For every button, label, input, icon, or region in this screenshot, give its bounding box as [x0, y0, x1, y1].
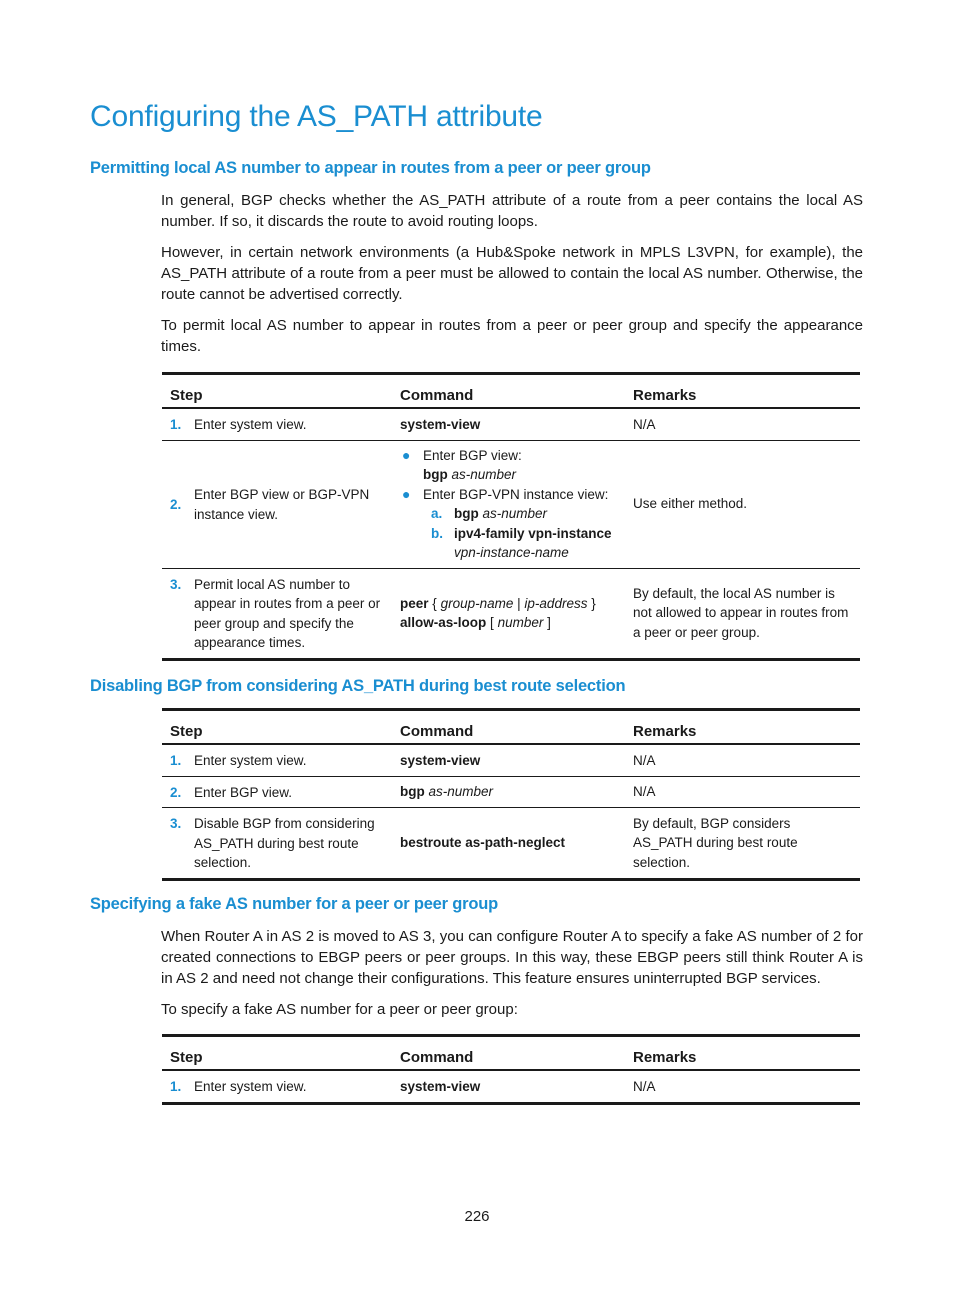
- command-keyword: bgp: [423, 467, 448, 482]
- step-number: 2.: [162, 776, 186, 808]
- step-number: 2.: [162, 440, 186, 568]
- command-options: [392, 440, 625, 568]
- command-argument: vpn-instance-name: [454, 545, 569, 560]
- column-header-step: Step: [162, 710, 392, 745]
- remarks: By default, BGP considers AS_PATH during best route selection.: [625, 808, 860, 880]
- column-header-step: Step: [162, 374, 392, 409]
- command-keyword: peer: [400, 595, 429, 611]
- paragraph: To specify a fake AS number for a peer or peer group:: [161, 1001, 518, 1018]
- table-header-row: [162, 710, 860, 745]
- option-bgp-view: [400, 446, 617, 485]
- step-description: Permit local AS number to appear in routes from a peer or peer group and specify the appearance times.: [186, 568, 392, 659]
- column-header-command: Command: [392, 710, 625, 745]
- section-heading-permit-local-as: Permitting local AS number to appear in routes from a peer or peer group: [90, 159, 651, 177]
- remarks: N/A: [625, 776, 860, 808]
- table-row: [162, 1070, 860, 1103]
- page-number: 226: [464, 1208, 490, 1225]
- section-heading-disable-as-path: Disabling BGP from considering AS_PATH during best route selection: [90, 677, 626, 695]
- paragraph: When Router A in AS 2 is moved to AS 3, you can configure Router A to specify a fake AS number of 2 for created connections to EBGP peers or peer groups. In this way, these EBGP peers still think Router A is in AS 2 and need not change their configurations. This feature ensures uninterrupted BGP services.: [161, 928, 863, 987]
- remarks: By default, the local AS number is not allowed to appear in routes from a peer or peer group.: [625, 568, 860, 659]
- paragraph: To permit local AS number to appear in routes from a peer or peer group and specify the appearance times.: [161, 317, 863, 355]
- command-argument: as-number: [428, 784, 494, 799]
- remarks: N/A: [625, 1070, 860, 1103]
- syntax-symbol: }: [591, 595, 596, 611]
- sub-step-letter: b.: [431, 525, 443, 541]
- command: system-view: [392, 408, 625, 440]
- syntax-symbol: |: [517, 595, 521, 611]
- command-argument: as-number: [451, 467, 517, 482]
- command: system-view: [392, 744, 625, 776]
- column-header-command: Command: [392, 374, 625, 409]
- syntax-symbol: ]: [547, 615, 551, 630]
- step-number: 1.: [162, 1070, 186, 1103]
- section-heading-fake-as: Specifying a fake AS number for a peer or peer group: [90, 895, 499, 913]
- column-header-command: Command: [392, 1036, 625, 1071]
- paragraph: However, in certain network environments (a Hub&Spoke network in MPLS L3VPN, for example), the AS_PATH attribute of a route from a peer must be allowed to contain the local AS number. Otherwise, the route cannot be advertised correctly.: [161, 244, 863, 303]
- bullet-icon: ●: [402, 446, 411, 463]
- option-bgp-vpn-view: [400, 485, 617, 563]
- page-title: Configuring the AS_PATH attribute: [90, 100, 543, 133]
- command-keyword: ipv4-family vpn-instance: [454, 525, 612, 541]
- command: [392, 776, 625, 808]
- command: [392, 568, 625, 659]
- step-number: 1.: [162, 408, 186, 440]
- command-keyword: bgp: [454, 506, 479, 521]
- step-description: Enter system view.: [186, 1070, 392, 1103]
- remarks: N/A: [625, 408, 860, 440]
- column-header-remarks: Remarks: [625, 374, 860, 409]
- step-description: Enter system view.: [186, 408, 392, 440]
- command: bestroute as-path-neglect: [392, 808, 625, 880]
- table-row: [162, 440, 860, 568]
- table-row: [162, 776, 860, 808]
- option-label: Enter BGP view:: [423, 447, 522, 463]
- step-description: Enter system view.: [186, 744, 392, 776]
- sub-step-a: [431, 504, 617, 524]
- table-row: [162, 408, 860, 440]
- syntax-symbol: {: [432, 595, 437, 611]
- column-header-step: Step: [162, 1036, 392, 1071]
- command-keyword: allow-as-loop: [400, 615, 487, 630]
- command-argument: group-name: [440, 595, 514, 611]
- column-header-remarks: Remarks: [625, 1036, 860, 1071]
- table-header-row: [162, 1036, 860, 1071]
- step-description: Enter BGP view or BGP-VPN instance view.: [186, 440, 392, 568]
- table-row: [162, 744, 860, 776]
- table-row: [162, 808, 860, 880]
- config-table-disable-as-path: [162, 708, 860, 881]
- bullet-icon: ●: [402, 485, 411, 502]
- paragraph: In general, BGP checks whether the AS_PATH attribute of a route from a peer contains the local AS number. If so, it discards the route to avoid routing loops.: [161, 192, 863, 230]
- config-table-fake-as: [162, 1034, 860, 1105]
- command-argument: ip-address: [524, 595, 588, 611]
- syntax-symbol: [: [490, 615, 494, 630]
- remarks: Use either method.: [625, 440, 860, 568]
- config-table-permit-local-as: [162, 372, 860, 661]
- step-number: 1.: [162, 744, 186, 776]
- command: system-view: [392, 1070, 625, 1103]
- command-keyword: bgp: [400, 784, 425, 799]
- command-argument: as-number: [482, 506, 548, 521]
- column-header-remarks: Remarks: [625, 710, 860, 745]
- sub-step-b: [431, 524, 617, 563]
- table-header-row: [162, 374, 860, 409]
- table-row: [162, 568, 860, 659]
- sub-step-letter: a.: [431, 506, 443, 521]
- step-number: 3.: [162, 568, 186, 659]
- remarks: N/A: [625, 744, 860, 776]
- option-label: Enter BGP-VPN instance view:: [423, 486, 609, 502]
- step-description: Enter BGP view.: [186, 776, 392, 808]
- step-number: 3.: [162, 808, 186, 880]
- step-description: Disable BGP from considering AS_PATH during best route selection.: [186, 808, 392, 880]
- command-argument: number: [497, 615, 544, 630]
